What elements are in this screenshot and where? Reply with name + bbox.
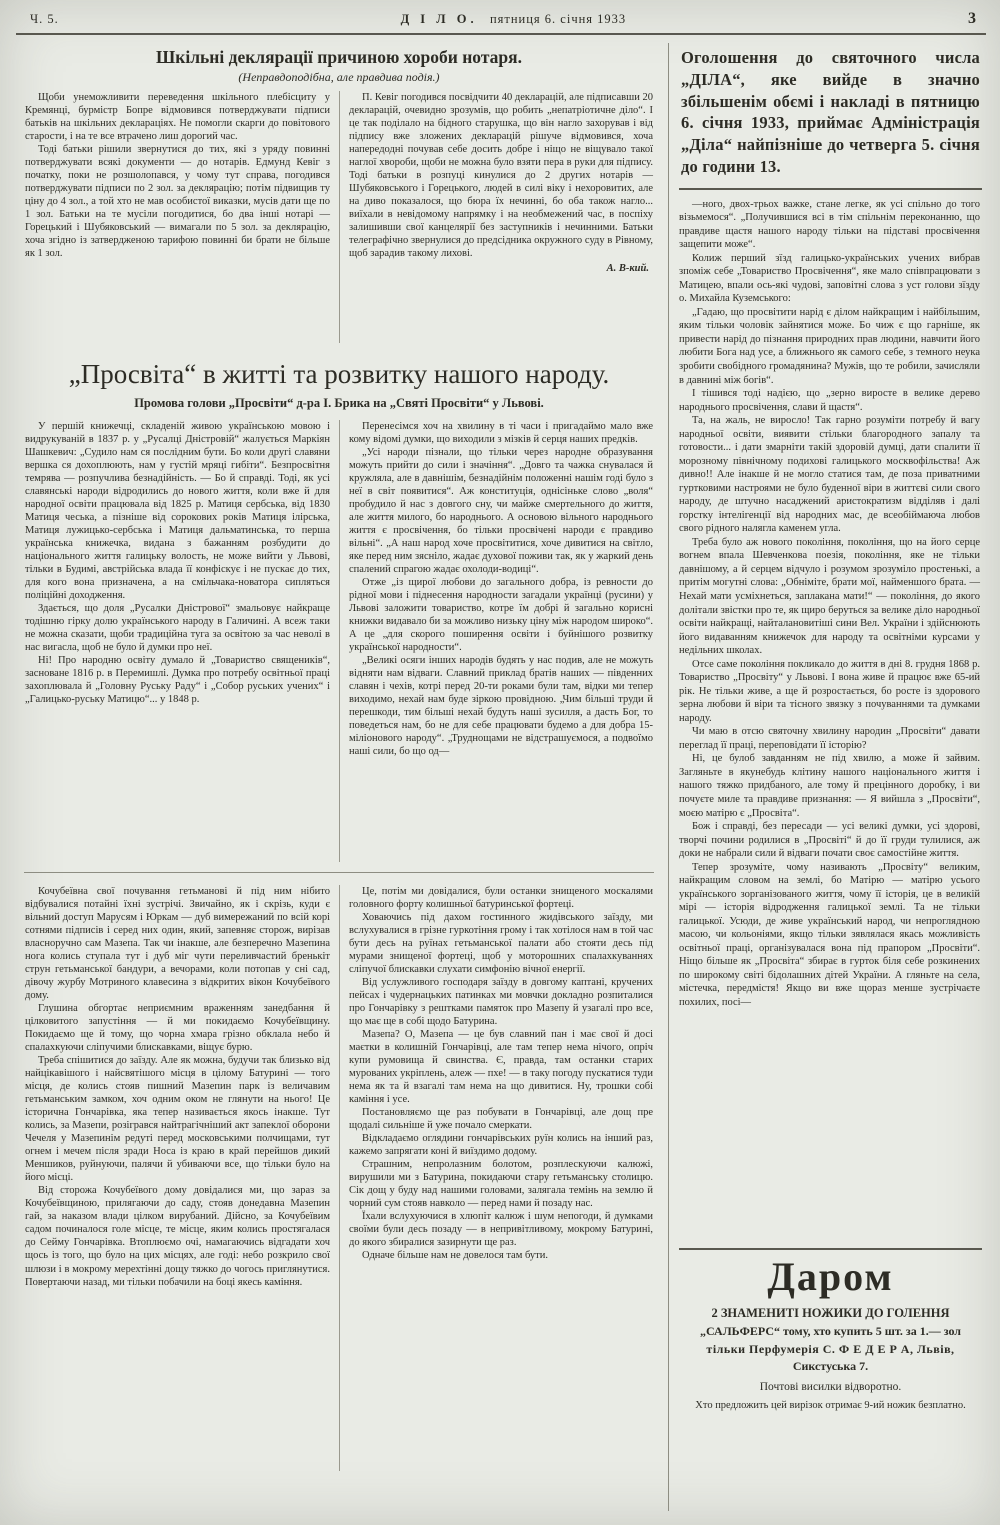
ad-coupon-note: Хто предложить цей вирізок отримає 9-ий ножик безплатно.	[695, 1399, 966, 1411]
ad-offer-line: „САЛЬФЕРС“ тому, хто купить 5 шт. за 1.— зол	[699, 1323, 962, 1338]
article1-columns	[16, 91, 662, 343]
article-school-declarations	[16, 47, 662, 343]
article1-subtitle: (Неправдоподібна, але правдива подія.)	[238, 70, 440, 84]
paragraph: Здається, що доля „Русалки Дністрової“ змальовує найкраще тодішню гірку долю українського народу в Галичині. А всеж таки не можна сказати, щоби традиційна туга за освітою за час неволі в нас вигасла, щоб не було й думки про неї.	[25, 603, 330, 654]
paragraph: Кочубеївна свої почування гетьманові й під ним нібито відбувалися потайні їхні зустрічі. Звичайно, як і скрізь, куди є вільний доступ Марусям і Юркам — дуб вимережаний по всій корі сотнями підписів і серед них один, який, запевняє сторож, вирізав власноручно сам Мазепа. Так чи інакше, але безперечно Мазепина нога колись ступала тут і дуб міг чути переливчастий бренькіт струн гетьманської бандури, а вечорами, коли потопав у сні сад, дівочу журбу Мотриного клавесина з відкритих вікон Кочубеївого дому.	[25, 886, 330, 1002]
paragraph: Відкладаємо оглядини гончарівських руїн колись на інший раз, кажемо запрягати коні й виїздимо додому.	[349, 1133, 653, 1158]
paragraph: Тепер зрозуміте, чому називають „Просвіту“ великим, найкращим словом на землі, бо Матірю — матірю усього українського зорганізованого життя, чому її історія, це в великій мірі — історія відродження галицької землі. Та не тільки галицької. Усюди, де живе український народ, чи непроглядною масою, чи кольоніями, якщо тільки зявлялася якась можливість освітньої праці, організувалася вона під прапором „Просвіти“. Ніщо більше як „Просвіта“ збирає в гурток біля себе розкинених по широкому світі бідолашних дітей України. А гляньте на села, містечка, передмістя! Якщо ви вже щораз менше зустрічаєте похилих, посі—	[679, 861, 980, 1008]
paragraph: Це, потім ми довідалися, були останки знищеного москалями головного форту колишньої батуринської фортеці.	[349, 886, 653, 911]
masthead-rule	[16, 33, 986, 35]
paragraph: У першій книжечці, складеній живою українською мовою і видрукуваній в 1837 р. у „Русалці Дністровій“ жалується Маркіян Шашкевич: „Судило нам ся послідним бути. Бо коли другі славяни вершка ся дохоплюють, нам у густій мряці гибіти“. Безпросвітня темрява — розпучлива безнадійність. — Бо й справді. Тоді, як усі славянські народи відродились до нового життя, коли вже й для народної освіти працювала від 1825 р. Матиця сербська, від 1830 Матиця чеська, а пізніше від сорокових років Матиця ілірська, Матиця лужицько-сербська і Матиця дальматинська, то перша українська книжечка, видана з бажанням розбудити до національного життя галицьку волость, не може вийти у Львові, тільки в Будимі, австрійська влада її конфіскує і не пускає до тих, для кого вона призначена, а на смільчака-новатора сипляться поліційні доходження.	[25, 421, 330, 602]
masthead-center	[401, 12, 627, 27]
paragraph: Від услужливого господаря заїзду в довгому каптані, кручених пейсах і чудернацьких патинках ми мовчки докладно розпиталися про Гончарівку з рештками памяток про Мазепу й узагалі про все, що має ще в собі щодо Батурина.	[349, 977, 653, 1028]
article3-col1	[16, 885, 339, 1471]
article3-col2	[339, 885, 662, 1471]
paragraph: Отже „із щирої любови до загального добра, із ревности до рідної мови і піднесення народности загадали українці (русини) у Львові заложити товариство, котре їм добрі й загально корисні книжки видавало би за можливо низьку ціну між народом широко“. А це „для скорого поширення освіти і буйнішого розвитку української народности“.	[349, 577, 653, 654]
paragraph: Постановляємо ще раз побувати в Гончарівці, але дощ пре щодалі сильніше й уже почало смеркати.	[349, 1107, 653, 1132]
paragraph: Мазепа? О, Мазепа — це був славний пан і має свої й досі маєтки в колишній Гончарівці, але там тепер нема нічого, опріч купи румовища й свинства. Є, правда, там останки старих мурованих укріплень, алеж — пхе! — в таку погоду пускатися туди нема як та й взагалі там нема на що дивитися. Ну, трошки собі каміння і усе.	[349, 1029, 653, 1106]
page-content	[16, 43, 986, 1511]
issue-date: пятниця 6. січня 1933	[489, 12, 627, 26]
left-section	[16, 43, 668, 1511]
masthead	[16, 8, 986, 31]
ad-store-line: тільки Перфумерія С. Ф Е Д Е Р А, Львів,	[706, 1341, 955, 1356]
ad-top-rule	[679, 1248, 982, 1250]
paragraph: Глушина обгортає неприємним враженням занедбання й цілковитого запустіння — й ми покидаємо Кочубеївщину. Покидаємо ще й тому, що чорна хмара грізно обклала небо й спалахкуючи сліпучими блискавками, віщує бурю.	[25, 1003, 330, 1054]
article1-col2	[339, 91, 662, 343]
article2-columns	[16, 420, 662, 862]
holiday-issue-announcement: Оголошення до святочного числа „ДІЛА“, яке вийде в значно збільшенім обємі і накладі в пятницю 6. січня 1933, приймає Адміністрація „Діла“ найпізніше до четверга 5. січня до години 13.	[681, 48, 980, 176]
paragraph: Ні! Про народню освіту думало й „Товариство священиків“, засноване 1816 р. в Перемишлі. Думка про потребу освітньої праці захоплювала й „Головну Руську Раду“ і „Собор руських учених“ і „Галицько-руську Матицю“... у 1848 р.	[25, 655, 330, 706]
article2-subhead: Промова голови „Просвіти“ д-ра І. Брика на „Святі Просвіти“ у Львові.	[134, 396, 544, 411]
paragraph: Перенесімся хоч на хвилину в ті часи і пригадаймо мало вже кому відомі думки, що виходили з мізків й серця наших предків.	[349, 421, 653, 446]
paragraph: Тоді батьки рішили звернутися до тих, які з уряду повинні потверджувати всякі документи — до нотарів. Едмунд Кевіг з початку, поки не розшолопався, у чому тут справа, погодився потверджувати підписи по 2 зол. за деклярацію; потім підвищив ту ціну до 4 зол., а той хто не мав особистої виказки, мусів дати ще по 1 зол. Батьки на те мусіли погодитися, бо два інші нотарі — Горецький і Шубяковський — вимагали по 5 зол. за деклярацію, хоча згідно із затвердженою тарифою повинні би брати не більше як 1 зол.	[25, 144, 330, 260]
section-divider	[24, 872, 654, 873]
paragraph: Треба було аж нового покоління, покоління, що на його серце вогнем впала Шевченкова поезія, покоління, яке не тільки давнішому, а й серцем відчуло і розумом зрозуміло простенькі, а притім могутні слова: „Обніміте, брати мої, найменшого брата. — Нехай мати усміхнеться, заплакана мати!“ — покоління, до якого долітали звістки про те, як щиро беруться за велике діло народньої освіти найкращі, найталановитіші сини Вел. України і здійснюють його видаванням книжечок для народу та освітніми курсами у недільних школах.	[679, 536, 980, 657]
ad-shipping-line: Почтові висилки відворотно.	[759, 1380, 902, 1393]
paragraph: —ного, двох-трьох важке, стане легке, як усі спільно до того візьмемося“. „Получившися всі в тім спільнім переконанню, що правдиве щастя нашого народу тільки на підставі просвічення защепити може“.	[679, 198, 980, 251]
paragraph: Треба спішитися до заїзду. Але як можна, будучи так близько від найцікавішого і найсвятішого місця в цілому Батурині — того місця, де колись стояв пишний Мазепин парк із величавим гетьманським замком, хоч одним оком не глянути на нього! Це історична Гончарівка, яка тепер називається якось інакше. Тут колись, за Мазепи, розігрався найтрагічніший акт запеклої оборони Чечеля у Мазепинім редуті перед московськими полчищами, тут огнем і мечем після зради Носа із краю в край перейшов дикий Меншиков, руйнуючи, палячи й убиваючи все, що тільки було на його місці.	[25, 1055, 330, 1184]
paragraph: П. Кевіг погодився посвідчити 40 декларацій, але підписавши 20 декларацій, очевидно зрозумів, що робить „непатріотичне діло“. І це так поділало на бідного старушка, що він нагло захорував і від підпису вже зложених декларацій рішуче відмовився, хоча напередодні почував себе досить добре і ніщо не віщувало такої наглої хвороби, щоби не можна було взяти пера в руки для підпису. Тоді батьки в розпуці кинулися до 2 других нотарів — Шубяковського і Горецького, людей в силі віку і нехоровитих, але на диво показалося, що бюра їх нечинні, бо оба також нагло... виїхали в невідомому напрямку і на необмежений час, в поспіху залишивши свої канцелярії без заступників і нечинними. Батьки телеграфічно звернулися до предсідника окружного суду в Рівному, щоб зарадив такому лихові.	[349, 92, 653, 260]
ad-product-line: 2 ЗНАМЕНИТІ НОЖИКИ ДО ГОЛЕННЯ	[711, 1305, 950, 1320]
newspaper-title: Д І Л О.	[400, 12, 478, 26]
paragraph: Одначе більше нам не довелося там бути.	[362, 1250, 549, 1262]
ad-headline: Даром	[767, 1253, 894, 1299]
issue-number: Ч. 5.	[30, 12, 59, 26]
paragraph: Ні, це булоб завданням не під хвилю, а може й зайвим. Загляньте в якунебудь клітину нашого національного життя і нашого тяжко придбаного, але тому й прецінного доробку, і ви почуєте миле та правдиве признання: — Я вийшла з „Просвіти“, моєю матірю є „Просвіта“.	[679, 753, 980, 819]
paragraph: Та, на жаль, не виросло! Так гарно розуміти потребу й вагу народньої освіти, виявити стільки благородного запалу та готовости... і дати змарніти такій здоровій думці, дати спалити її морозному північному подихові галицького москвофільства! Аж дивно!! Але інакше й не могло статися там, де поза приватними гуртковими настроями не було буденної віри в життєві сили свого народу, де штучно насаджений аристократизм відділяв і далі горстку інтелігенції від народних мас, де всеобіймаюча любов свого рідного налягла каменем угла.	[679, 415, 980, 535]
paragraph: Щоби унеможливити переведення шкільного плебісциту у Кремянці, бурмістр Бопре відмовився потверджувати підписи батьків на шкільних деклараціях. Не помогли скарги до повітового старости, і на те все втрачено лиш дорогий час.	[25, 92, 330, 143]
announcement-rule	[679, 188, 982, 190]
paragraph: „Усі народи пізнали, що тільки через народне образування можуть прийти до сили і значіння“. „Довго та чажка снувалася й кружляла, але в давнішім, безнадійнім положенні нашім годі було з неї в світ появитися“. Аж конституція, однісіньке слово „воля“ пробудило й нас з довгого сну, чи майже смертельного до життя, але життя милого, бо народнього. А основою вільного народнього життя є просвічення, бо тільки просвічені народи є правдиво вільні“. „А наш народ хоче просвітитися, хоче дивитися на світло, яке перед ним зясніло, жадає духової поживи так, як у жаркий день спалений спрагою жадає охолоди-водиці“.	[349, 447, 653, 576]
paragraph: Бож і справді, без пересади — усі великі думки, усі здорові, творчі почини родилися в „Просвіті“ й до її груди тулилися, аж доки не набрали сили й відваги почати своє самостійне життя.	[679, 821, 980, 860]
article1-byline: А. В-кий.	[606, 263, 649, 275]
page-number: 3	[967, 10, 976, 27]
article-prosvita	[16, 359, 662, 862]
right-column-body	[679, 198, 982, 1240]
paragraph: І тішився тоді надією, що „зерно виросте в велике дерево народнього просвічення, слави й щастя“.	[679, 388, 980, 413]
article3-columns	[16, 885, 662, 1471]
paragraph: Страшним, непролазним болотом, розплескуючи калюжі, вирушили ми з Батурина, покидаючи стару гетьманську столицю. Сік дощ у буду над нашими головами, залягала темінь на землю й чорний сум стояв навколо — перед нами й позаду нас.	[349, 1159, 653, 1210]
paragraph: Ховаючись під дахом гостинного жидівського заїзду, ми вслухувалися в грізне гуркотіння грому і так хотілося нам в той час бути десь на руїнах гетьманської палати або стояти десь під мурами знищеної фортеці, щоб у моторошних спалахкуваннях сліпучої блискавки слухати симфонію вічної енергії.	[349, 912, 653, 976]
paragraph: Отсе саме покоління покликало до життя в дні 8. грудня 1868 р. Товариство „Просвіту“ у Львові. І вона живе й працює вже 65-ий рік. Не тільки живе, а ще й розростається, бо росте із здорового зерна любови й віри та тісного звязку з почуваннями та думками народу.	[679, 658, 980, 724]
article2-col2	[339, 420, 662, 862]
paragraph: „Великі осяги інших народів будять у нас подив, але не можуть відняти нам відваги. Славний приклад братів наших — південних славян і чехів, котрі перед 20-ти роками були там, відки ми тепер виходимо, нехай нам буде зіркою провідною. „Чим більші труди й перешкоди, тим більші нехай будуть наші зусилля, а дасть Бог, то поведеться нам, бо не для себе працювати будемо а для добра 15-міліонового народу“. „Труднощами не відстрашуємося, а подвоїмо наші сили, бо що од—	[349, 655, 653, 758]
paragraph: Їхали вслухуючися в хлюпіт калюж і шум непогоди, й думками своїми були десь позаду — в непривітливому, мокрому Батурині, до якого збиралися зазирнути ще раз.	[349, 1211, 653, 1249]
paragraph: Чи маю в отсю святочну хвилину народин „Просвіти“ давати переглад її праці, переповідати її історію?	[679, 726, 980, 751]
right-column	[668, 43, 986, 1511]
article2-headline: „Просвіта“ в житті та розвитку нашого народу.	[68, 359, 610, 389]
ad-address-line: Сикстуська 7.	[792, 1358, 869, 1373]
article1-col2-text	[349, 91, 653, 260]
paragraph: „Гадаю, що просвітити нарід є ділом найкращим і найбільшим, яким тільки чоловік зайнятися може. Бо чиж є що гарніше, як привести нарід до пізнання природних прав людини, навчити його любити Бога над усе, а ближнього як самого себе, з темного неука зробити свобідного громадянина? Мужів, що те робили, зачисляли в давнині між богів“.	[679, 306, 980, 386]
article-baturyn	[16, 885, 662, 1471]
article1-col1	[16, 91, 339, 343]
article2-col1	[16, 420, 339, 862]
paragraph: Колиж перший зїзд галицько-українських учених вибрав зпоміж себе „Товариство Просвічення“, яке мало співпрацювати з Матицею, впали ось-які чудові, заповітні слова з уст голови зїзду о. Михайла Куземського:	[679, 252, 980, 305]
paragraph: Від сторожа Кочубеївого дому довідалися ми, що зараз за Кочубеївщиною, прилягаючи до саду, стояв донедавна Мазепин гай, за наказом влади цілком вирубаний. Дійсно, за Кочубеївим садом починалося голе місце, те місце, яким колись простягалася до Сейму Гончарівка. Втоплюємо очі, намагаючись відгадати хоч щось із того, що було на цих місцях, але годі: небо розкрило свої шлюзи і в мокрому мерехтінні дощу тяжко до чогось приглянутися. Повертаючи назад, ми тільки побачили на боці якесь каміння.	[25, 1185, 330, 1288]
article1-title: Шкільні деклярації причиною хороби нотаря.	[156, 47, 522, 67]
razor-ad	[679, 1254, 982, 1411]
